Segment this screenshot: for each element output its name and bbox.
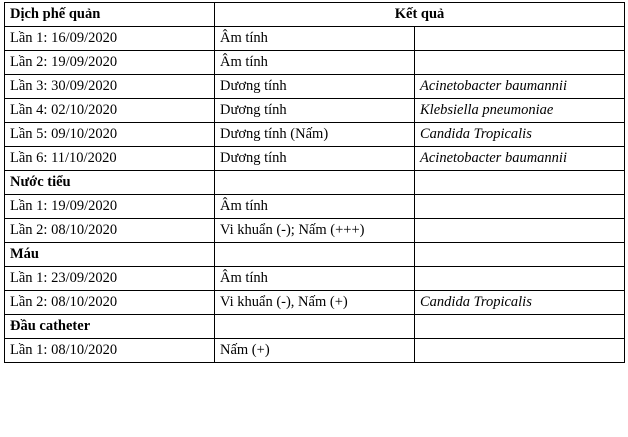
section-label: Máu bbox=[5, 243, 215, 267]
table-row bbox=[5, 195, 625, 219]
table-row bbox=[5, 75, 625, 99]
header-result: Kết quả bbox=[215, 3, 625, 27]
organism-cell bbox=[415, 27, 625, 51]
sample-date-cell: Lần 1: 23/09/2020 bbox=[5, 267, 215, 291]
table-row bbox=[5, 267, 625, 291]
section-row bbox=[5, 171, 625, 195]
result-cell bbox=[215, 243, 415, 267]
table-head bbox=[5, 3, 625, 27]
organism-cell: Candida Tropicalis bbox=[415, 291, 625, 315]
table-row bbox=[5, 51, 625, 75]
sample-date-cell: Lần 2: 08/10/2020 bbox=[5, 291, 215, 315]
sample-date-cell: Lần 2: 19/09/2020 bbox=[5, 51, 215, 75]
organism-cell bbox=[415, 219, 625, 243]
result-cell: Vi khuẩn (-), Nấm (+) bbox=[215, 291, 415, 315]
result-cell: Nấm (+) bbox=[215, 339, 415, 363]
organism-cell: Acinetobacter baumannii bbox=[415, 147, 625, 171]
organism-cell: Klebsiella pneumoniae bbox=[415, 99, 625, 123]
section-row bbox=[5, 243, 625, 267]
result-cell: Âm tính bbox=[215, 27, 415, 51]
sample-date-cell: Lần 4: 02/10/2020 bbox=[5, 99, 215, 123]
sample-date-cell: Lần 5: 09/10/2020 bbox=[5, 123, 215, 147]
table-row bbox=[5, 147, 625, 171]
table-header-row bbox=[5, 3, 625, 27]
result-cell: Âm tính bbox=[215, 195, 415, 219]
table-row bbox=[5, 27, 625, 51]
result-cell: Âm tính bbox=[215, 51, 415, 75]
table-row bbox=[5, 123, 625, 147]
header-specimen: Dịch phế quản bbox=[5, 3, 215, 27]
organism-cell bbox=[415, 195, 625, 219]
organism-cell bbox=[415, 339, 625, 363]
section-label: Đầu catheter bbox=[5, 315, 215, 339]
table-body bbox=[5, 27, 625, 363]
organism-cell bbox=[415, 243, 625, 267]
sample-date-cell: Lần 3: 30/09/2020 bbox=[5, 75, 215, 99]
sample-date-cell: Lần 1: 19/09/2020 bbox=[5, 195, 215, 219]
result-cell: Dương tính bbox=[215, 99, 415, 123]
result-cell bbox=[215, 171, 415, 195]
result-cell: Âm tính bbox=[215, 267, 415, 291]
table-row bbox=[5, 219, 625, 243]
sample-date-cell: Lần 1: 16/09/2020 bbox=[5, 27, 215, 51]
result-cell bbox=[215, 315, 415, 339]
organism-cell bbox=[415, 51, 625, 75]
organism-cell bbox=[415, 267, 625, 291]
result-cell: Dương tính bbox=[215, 147, 415, 171]
result-cell: Dương tính bbox=[215, 75, 415, 99]
sample-date-cell: Lần 2: 08/10/2020 bbox=[5, 219, 215, 243]
section-row bbox=[5, 315, 625, 339]
organism-cell: Acinetobacter baumannii bbox=[415, 75, 625, 99]
result-cell: Vi khuẩn (-); Nấm (+++) bbox=[215, 219, 415, 243]
table-row bbox=[5, 291, 625, 315]
microbiology-results-table bbox=[4, 2, 625, 363]
table-row bbox=[5, 99, 625, 123]
sample-date-cell: Lần 6: 11/10/2020 bbox=[5, 147, 215, 171]
organism-cell bbox=[415, 171, 625, 195]
table-row bbox=[5, 339, 625, 363]
section-label: Nước tiểu bbox=[5, 171, 215, 195]
sample-date-cell: Lần 1: 08/10/2020 bbox=[5, 339, 215, 363]
organism-cell bbox=[415, 315, 625, 339]
organism-cell: Candida Tropicalis bbox=[415, 123, 625, 147]
result-cell: Dương tính (Nấm) bbox=[215, 123, 415, 147]
